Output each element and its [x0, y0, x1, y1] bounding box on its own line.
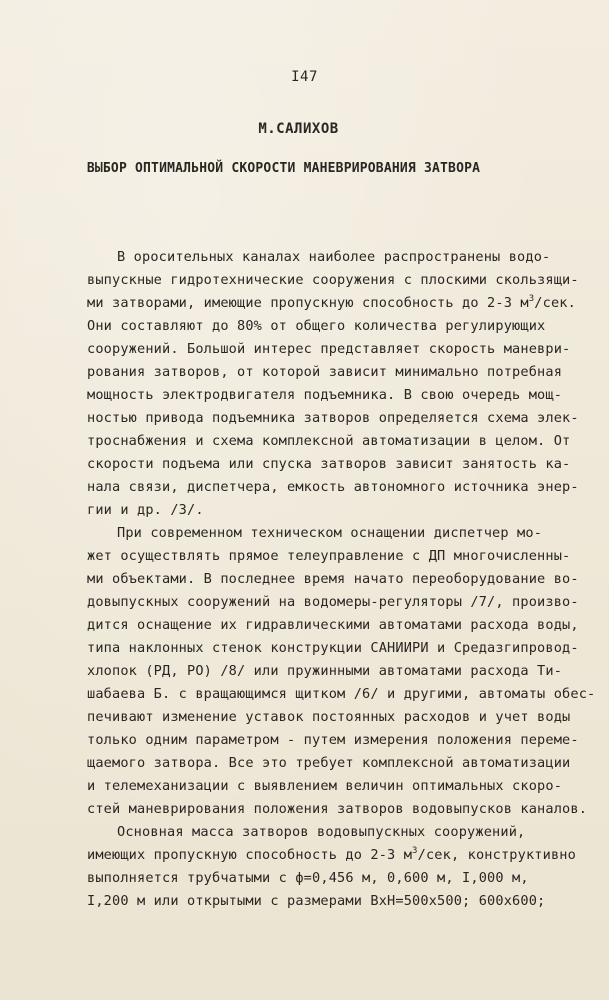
body-line: довыпускных сооружений на водомеры-регуляторы /7/, произво-: [87, 594, 579, 610]
body-line: дится оснащение их гидравлическими автоматами расхода воды,: [87, 617, 579, 633]
article-title: ВЫБОР ОПТИМАЛЬНОЙ СКОРОСТИ МАНЕВРИРОВАНИЯ ЗАТВОРА: [86, 161, 481, 176]
body-line: рования затворов, от которой зависит минимально потребная: [87, 364, 563, 380]
body-line: Основная масса затворов водовыпускных сооружений,: [117, 824, 526, 840]
body-line: стей маневрирования положения затворов водовыпусков каналов.: [87, 801, 588, 817]
body-line: нала связи, диспетчера, емкость автономного источника энер-: [87, 479, 579, 495]
body-line: хлопок (РД, РО) /8/ или пружинными автоматами расхода Ти-: [87, 663, 563, 679]
body-line: При современном техническом оснащении диспетчер мо-: [117, 525, 543, 541]
page-number: I47: [291, 69, 318, 85]
body-line: и телемеханизации с выявлением величин оптимальных скоро-: [87, 778, 563, 794]
body-line: скорости подъема или спуска затворов зависит занятость ка-: [87, 456, 571, 472]
body-line: щаемого затвора. Все это требует комплексной автоматизации: [87, 755, 571, 771]
body-line: выполняется трубчатыми с ф=0,456 м, 0,600 м, I,000 м,: [87, 870, 529, 886]
body-line: сооружений. Большой интерес представляет скорость маневри-: [87, 341, 571, 357]
body-line: только одним параметром - путем измерения положения переме-: [87, 732, 579, 748]
body-line: выпускные гидротехнические сооружения с плоскими скользящи-: [87, 272, 579, 288]
body-line: печивают изменение уставок постоянных расходов и учет воды: [87, 709, 571, 725]
body-line: I,200 м или открытыми с размерами ВхН=500х500; 600х600;: [87, 893, 546, 909]
body-line: жет осуществлять прямое телеуправление с ДП многочисленны-: [87, 548, 571, 564]
body-line: типа наклонных стенок конструкции САНИИРИ и Средазгипровод-: [87, 640, 579, 656]
body-line: мощность электродвигателя подъемника. В свою очередь мощ-: [87, 387, 563, 403]
author-name: М.САЛИХОВ: [258, 121, 339, 137]
body-line: В оросительных каналах наиболее распространены водо-: [117, 249, 551, 265]
body-line: шабаева Б. с вращающимся щитком /6/ и другими, автоматы обес-: [87, 686, 596, 702]
body-line: ми затворами, имеющие пропускную способность до 2-3 $м^3$/сек.: [87, 294, 576, 311]
body-line: Они составляют до 80% от общего количества регулирующих: [87, 318, 546, 334]
body-line: имеющих пропускную способность до 2-3 $м^3$/сек, конструктивно: [87, 846, 576, 863]
body-line: ми объектами. В последнее время начато переоборудование во-: [87, 571, 579, 587]
body-line: ностью привода подъемника затворов определяется схема элек-: [87, 410, 579, 426]
body-line: троснабжения и схема комплексной автоматизации в целом. От: [87, 433, 571, 449]
body-line: гии и др. /3/.: [87, 502, 204, 518]
